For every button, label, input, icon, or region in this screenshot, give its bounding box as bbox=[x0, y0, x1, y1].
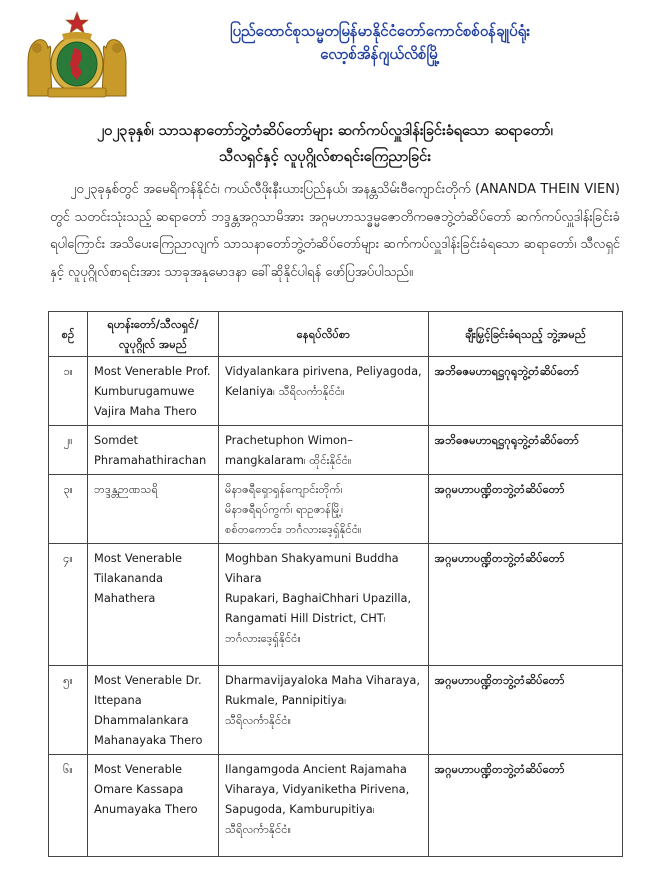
table-row bbox=[49, 475, 623, 544]
table-row bbox=[49, 755, 623, 857]
recipient-address: Moghban Shakyamuni Buddha Vihara Rupakari, BaghaiChhari Upazilla, Rangamati Hill District, CHT၊ ဘင်္ဂလားဒေ့ရှ်နိုင်ငံ။ bbox=[219, 544, 429, 666]
recipient-address: Dharmavijayaloka Maha Viharaya, Rukmale, Pannipitiya၊ သီရိလင်္ကာနိုင်ငံ။ bbox=[219, 666, 429, 755]
table-row bbox=[49, 357, 623, 426]
conferred-title: အဘိဓဇမဟာရဋ္ဌဂုရုဘွဲ့တံဆိပ်တော် bbox=[428, 426, 622, 475]
document-title bbox=[30, 118, 620, 170]
recipient-address: Vidyalankara pirivena, Peliyagoda, Kelaniya၊ သီရိလင်္ကာနိုင်ငံ။ bbox=[219, 357, 429, 426]
document-title-line2: သီလရှင်နှင့် လူပုဂ္ဂိုလ်စာရင်းကြေညာခြင်း bbox=[219, 149, 431, 165]
recipient-name: ဘဒ္ဒန္တဉာဏသရိ bbox=[88, 475, 219, 544]
conferred-title: အဂ္ဂမဟာပဏ္ဍိတဘွဲ့တံဆိပ်တော် bbox=[428, 666, 622, 755]
row-number: ၁။ bbox=[49, 357, 88, 426]
recipient-name: Most Venerable Omare Kassapa Anumayaka Thero bbox=[88, 755, 219, 857]
header-address: နေရပ်လိပ်စာ bbox=[219, 312, 429, 357]
table-header-row bbox=[49, 312, 623, 357]
table-row bbox=[49, 666, 623, 755]
issuing-office-name: ပြည်ထောင်စုသမ္မတမြန်မာနိုင်ငံတော်ကောင်စစ်ဝန်ချုပ်ရုံး bbox=[229, 22, 531, 40]
header-title: ချီးမြှင့်ခြင်းခံရသည့် ဘွဲ့အမည် bbox=[428, 312, 622, 357]
row-number: ၅။ bbox=[49, 666, 88, 755]
recipients-table bbox=[48, 311, 623, 857]
conferred-title: အဂ္ဂမဟာပဏ္ဍိတဘွဲ့တံဆိပ်တော် bbox=[428, 755, 622, 857]
row-number: ၃။ bbox=[49, 475, 88, 544]
document-title-line1: ၂၀၂၃ခုနှစ်၊ သာသနာတော်ဘွဲ့တံဆိပ်တော်များ ဆက်ကပ်လှူဒါန်းခြင်းခံရသော ဆရာတော်၊ bbox=[97, 123, 553, 139]
row-number: ၄။ bbox=[49, 544, 88, 666]
table-row bbox=[49, 426, 623, 475]
conferred-title: အဂ္ဂမဟာပဏ္ဍိတဘွဲ့တံဆိပ်တော် bbox=[428, 544, 622, 666]
recipient-address: Prachetuphon Wimon– mangkalaram၊ ထိုင်းနိုင်ငံ။ bbox=[219, 426, 429, 475]
issuing-office-header bbox=[150, 20, 610, 66]
header-name: ရဟန်းတော်/သီလရှင်/ လူပုဂ္ဂိုလ် အမည် bbox=[88, 312, 219, 357]
announcement-paragraph bbox=[50, 176, 620, 286]
header-num: စဉ် bbox=[49, 312, 88, 357]
table-row bbox=[49, 544, 623, 666]
issuing-office-city: လော့စ်အိန်ဂျယ်လိစ်မြို့ bbox=[320, 45, 440, 63]
row-number: ၂။ bbox=[49, 426, 88, 475]
recipient-address: မိနာဇရီရှောရှန်ကျောင်းတိုက်၊ မိနာဇရီရပ်ကွက်၊ ရာဥဇာန်မြို့၊ စစ်တကောင်း၊ ဘင်္ဂလားဒေ့ရှ်နိုင်ငံ။ bbox=[219, 475, 429, 544]
recipient-name: Most Venerable Tilakananda Mahathera bbox=[88, 544, 219, 666]
row-number: ၆။ bbox=[49, 755, 88, 857]
recipient-name: Somdet Phramahathirachan bbox=[88, 426, 219, 475]
conferred-title: အဘိဓဇမဟာရဋ္ဌဂုရုဘွဲ့တံဆိပ်တော် bbox=[428, 357, 622, 426]
announcement-text: ၂၀၂၃ခုနှစ်တွင် အမေရိကန်နိုင်ငံ၊ ကယ်လီဖိုးနီးယားပြည်နယ်၊ အနန္တသိမ်းဗီကျောင်းတိုက် (ANANDA THEIN VIEN) တွင် သတင်းသုံးသည့် ဆရာတော် ဘဒ္ဒန္တအဂ္ဂသာမိအား အဂ္ဂမဟာသဒ္ဓမ္မဇောတိကဓဇဘွဲ့တံဆိပ်တော် ဆက်ကပ်လှူဒါန်းခြင်းခံရပါကြောင်း အသိပေးကြေညာလျက် သာသနာတော်ဘွဲ့တံဆိပ်တော်များ ဆက်ကပ်လှူဒါန်းခြင်းခံရသော ဆရာတော်၊ သီလရှင်နှင့် လူပုဂ္ဂိုလ်စာရင်းအား သာခုအနုမောဒနာ ခေါ်ဆိုနိုင်ပါရန် ဖော်ပြအပ်ပါသည်။ bbox=[50, 182, 620, 280]
recipient-name: Most Venerable Dr. Ittepana Dhammalankara Mahanayaka Thero bbox=[88, 666, 219, 755]
recipient-name: Most Venerable Prof. Kumburugamuwe Vajira Maha Thero bbox=[88, 357, 219, 426]
conferred-title: အဂ္ဂမဟာပဏ္ဍိတဘွဲ့တံဆိပ်တော် bbox=[428, 475, 622, 544]
recipient-address: Ilangamgoda Ancient Rajamaha Viharaya, Vidyaniketha Pirivena, Sapugoda, Kamburupitiya၊ သီရိလင်္ကာနိုင်ငံ။ bbox=[219, 755, 429, 857]
state-seal-emblem bbox=[22, 10, 132, 98]
